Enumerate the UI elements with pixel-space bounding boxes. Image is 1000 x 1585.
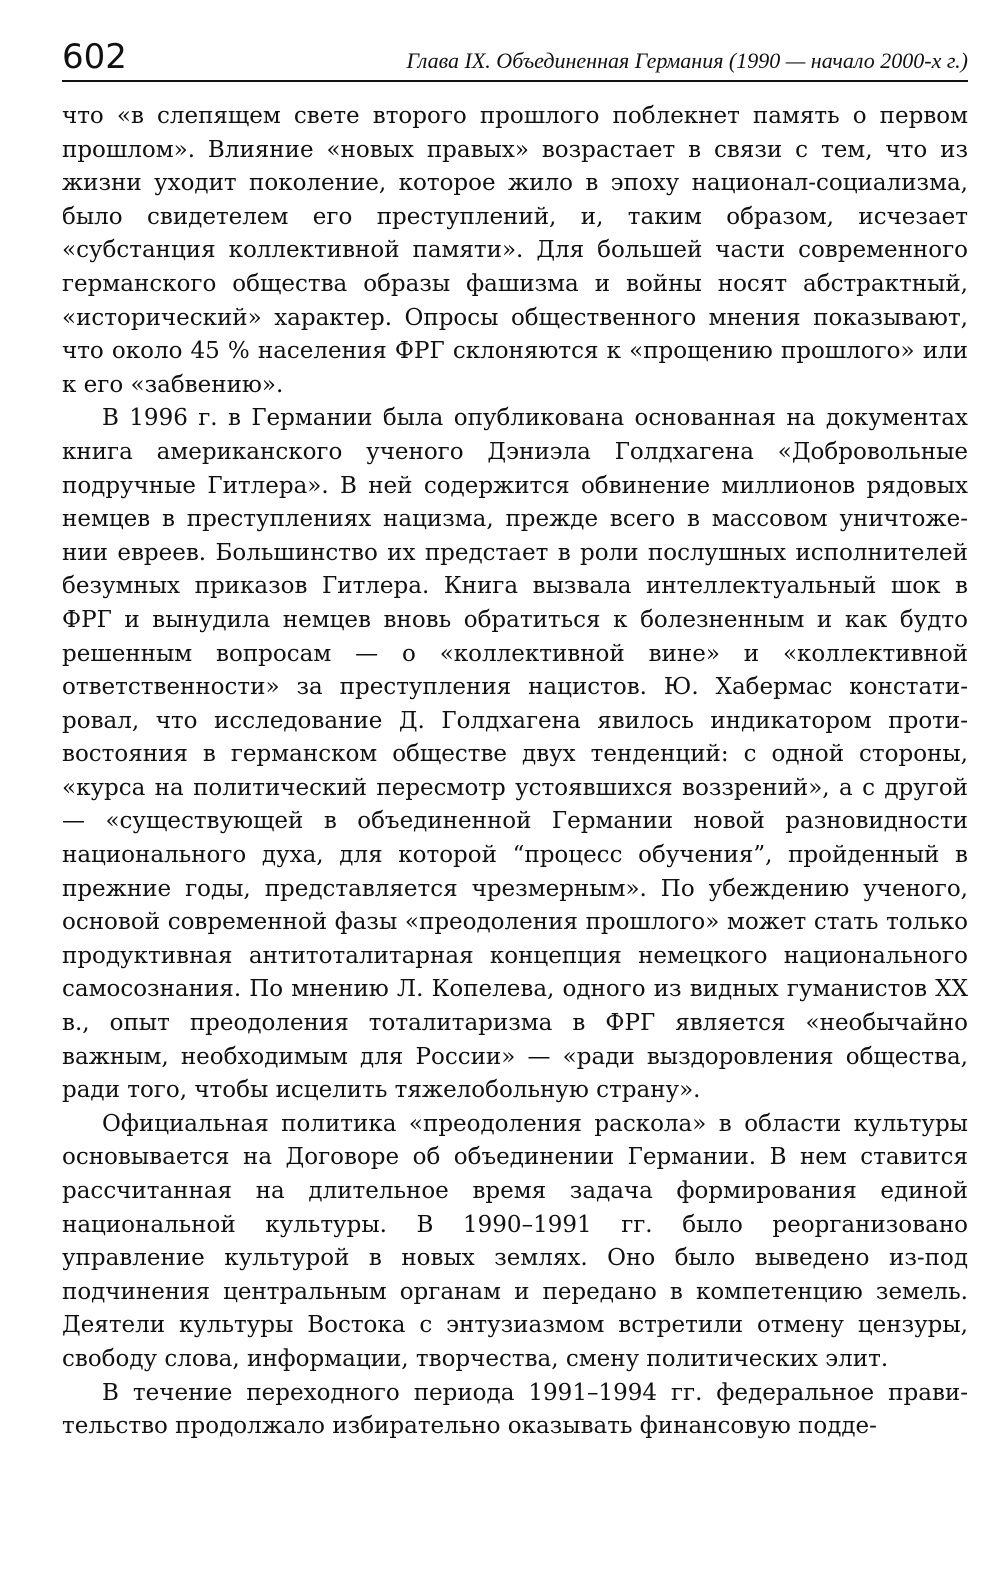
page-header: [62, 37, 968, 82]
page-number: 602: [62, 37, 127, 77]
paragraph: В 1996 г. в Германии была опубликована основанная на документах книга американского ученого Дэниэла Голдхагена «Добровольные подручные Гитлера». В ней содержится обвинение миллионов рядовых немцев в преступлениях нацизма, прежде всего в массовом уничтожении евреев. Большинство их предстает в роли послушных исполнителей безумных приказов Гитлера. Книга вызвала интеллектуальный шок в ФРГ и вынудила немцев вновь обратиться к болезненным и как будто решенным вопросам — о «коллективной вине» и «коллективной ответственности» за преступления нацистов. Ю. Хабермас констатировал, что исследование Д. Голдхагена явилось индикатором противостояния в германском обществе двух тенденций: с одной стороны, «курса на политический пересмотр устоявшихся воззрений», а с другой — «существующей в объединенной Германии новой разновидности национального духа, для которой “процесс обучения”, пройденный в прежние годы, представляется чрезмерным». По убеждению ученого, основой современной фазы «преодоления прошлого» может стать только продуктивная антитоталитарная концепция немецкого национального самосознания. По мнению Л. Копелева, одного из видных гуманистов XX в., опыт преодоления тоталитаризма в ФРГ является «необычайно важным, необходимым для России» — «ради выздоровления общества, ради того, чтобы исцелить тяжелобольную страну».: [62, 405, 968, 1104]
book-page: [62, 37, 968, 1444]
paragraph-continues: В течение переходного периода 1991–1994 гг. федеральное правительство продолжало избирательно оказывать финансовую подде-: [62, 1379, 968, 1440]
running-head: Глава IX. Объединенная Германия (1990 — начало 2000-х г.): [406, 48, 968, 73]
paragraph: Официальная политика «преодоления раскола» в области культуры основывается на Договоре об объединении Германии. В нем ставится рассчитанная на длительное время задача формирования единой национальной культуры. В 1990–1991 гг. было реорганизовано управление культурой в новых землях. Оно было выведено из-под подчинения центральным органам и передано в компетенцию земель. Деятели культуры Востока с энтузиазмом встретили отмену цензуры, свободу слова, информации, творчества, смену политических элит.: [62, 1110, 968, 1372]
body-text: [62, 100, 968, 1444]
paragraph-continued: что «в слепящем свете второго прошлого поблекнет память о первом прошлом». Влияние «новых правых» возрастает в связи с тем, что из жизни уходит поколение, которое жило в эпоху национал-социализма, было свидетелем его преступлений, и, таким образом, исчезает «субстанция коллективной памяти». Для большей части современного германского общества образы фашизма и войны носят абстрактный, «исторический» характер. Опросы общественного мнения показывают, что около 45 % населения ФРГ склоняются к «прощению прошлого» или к его «забвению».: [62, 103, 968, 398]
